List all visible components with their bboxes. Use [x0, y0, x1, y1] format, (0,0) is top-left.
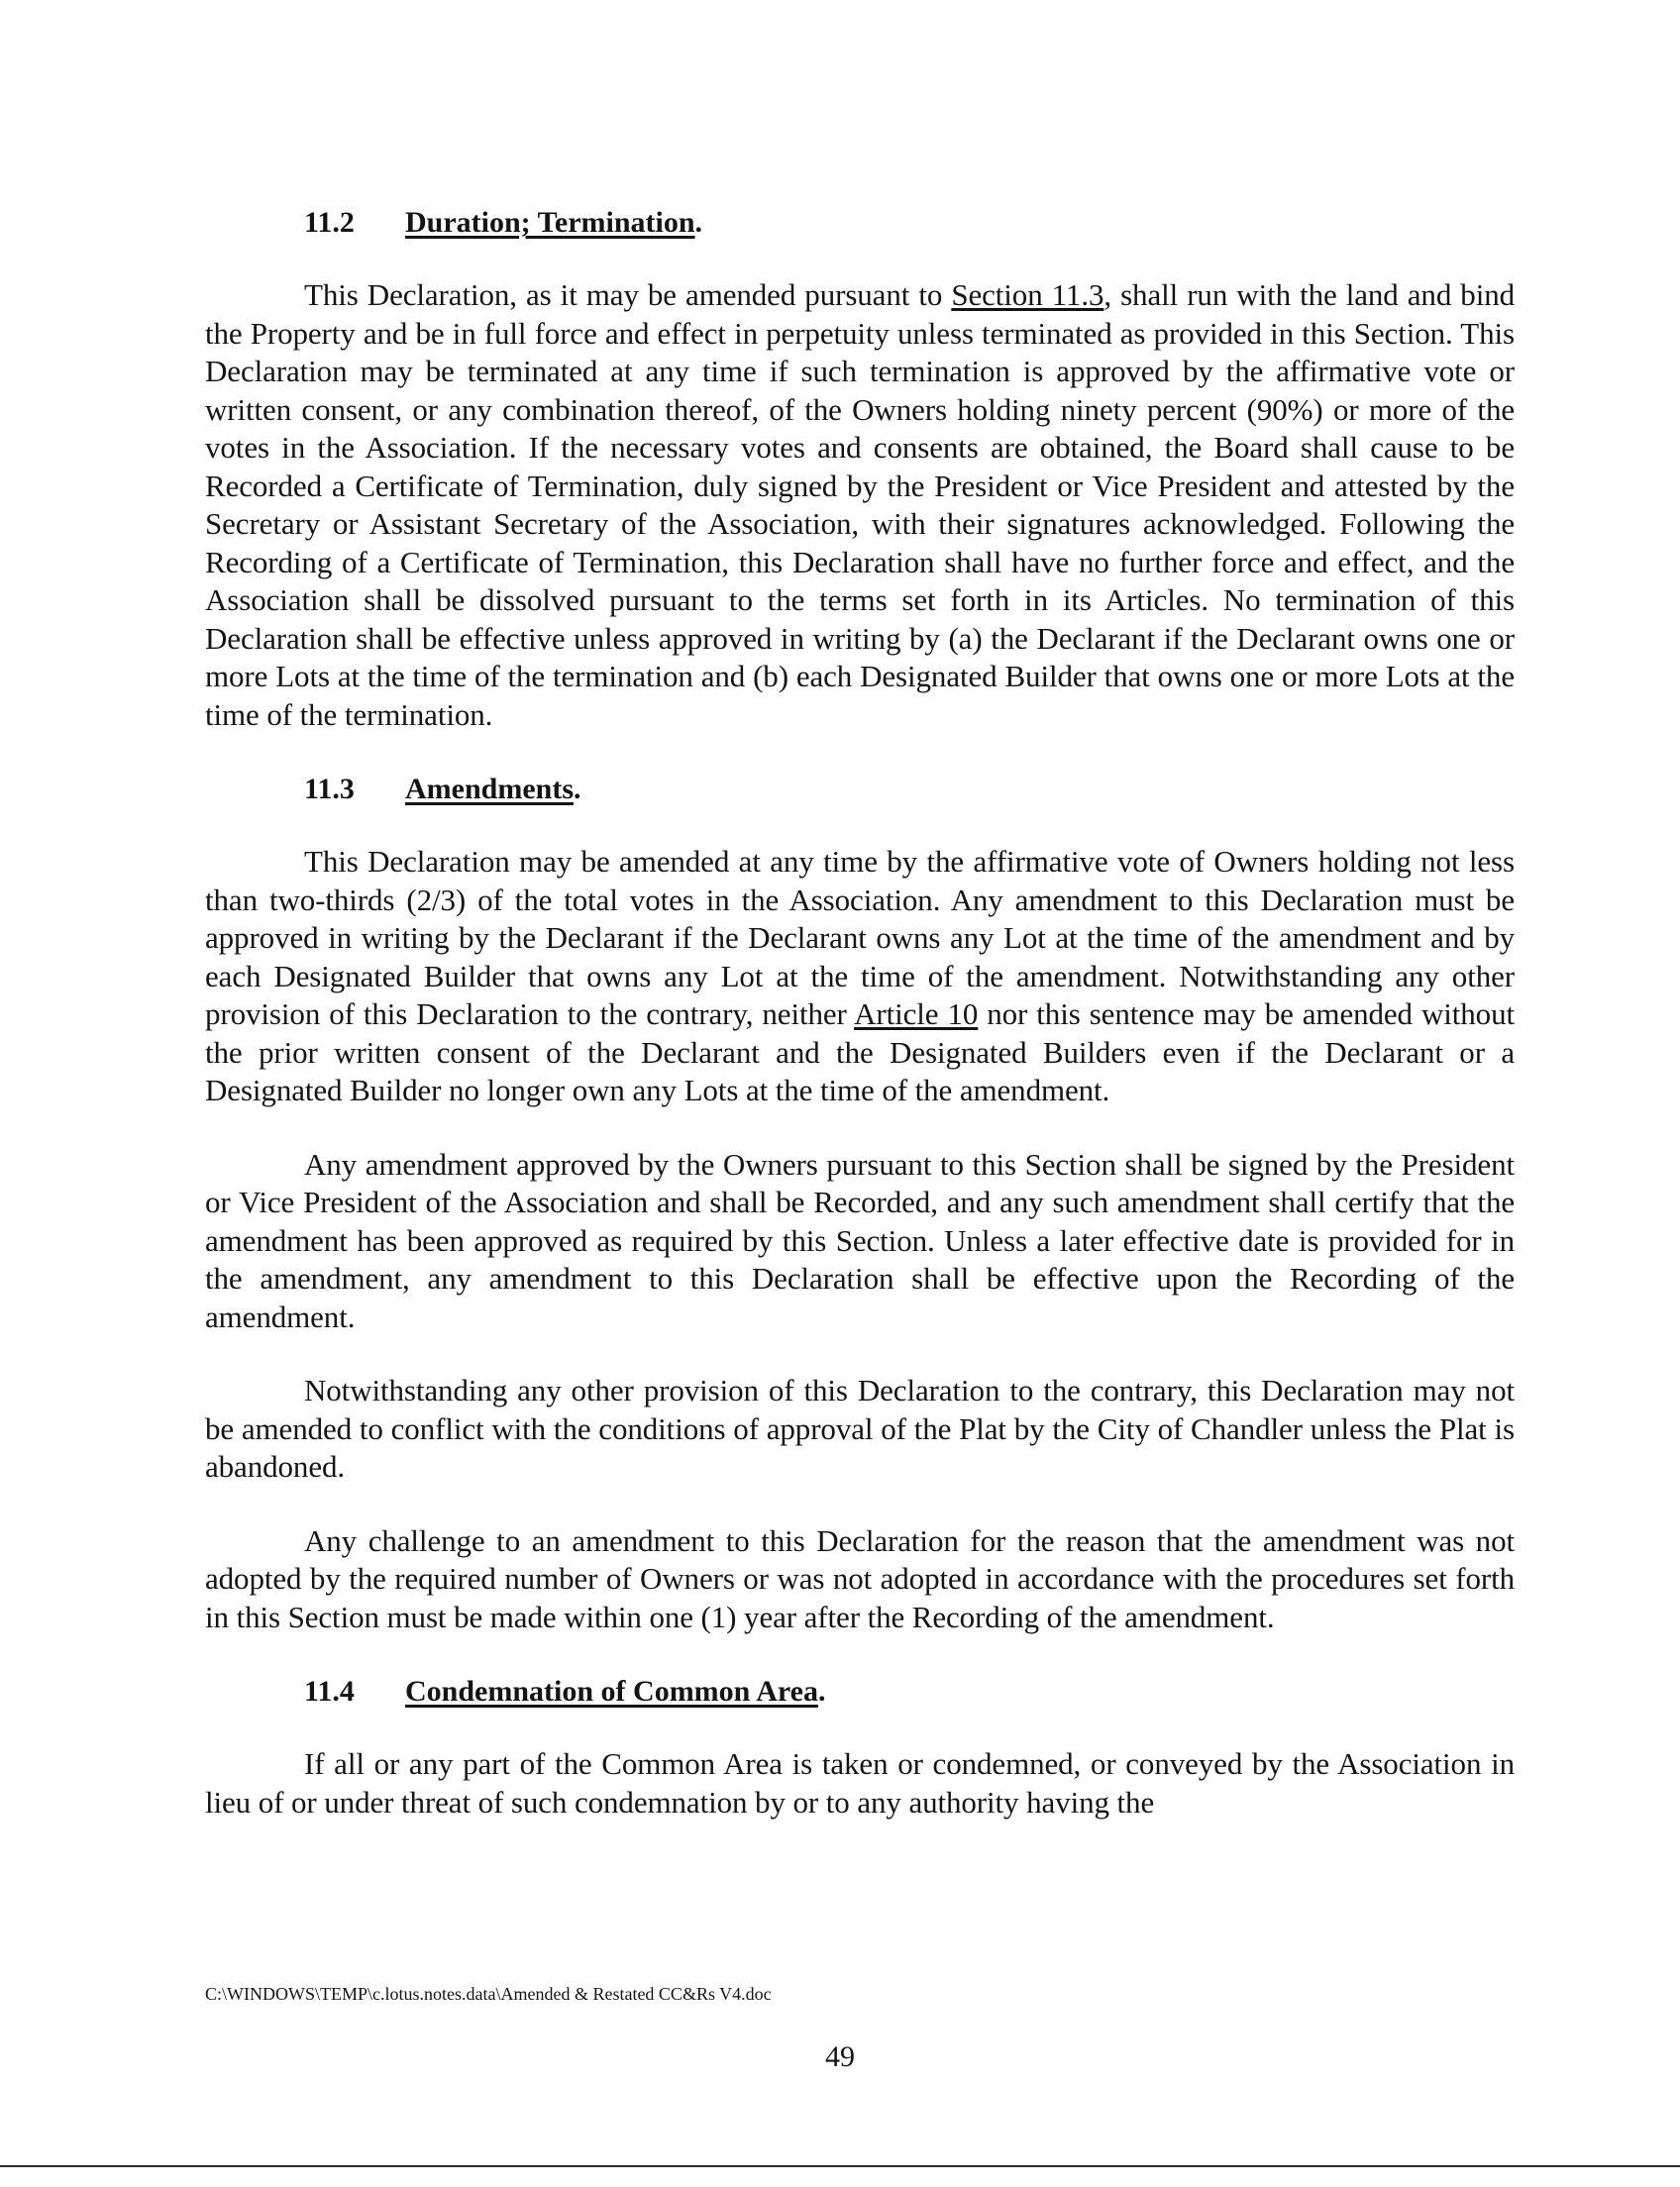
footer-file-path: C:\WINDOWS\TEMP\c.lotus.notes.data\Amended & Restated CC&Rs V4.doc	[205, 1984, 772, 2004]
section-title-punct: .	[694, 206, 703, 239]
section-heading-11-2	[205, 203, 1515, 243]
paragraph	[205, 1745, 1515, 1822]
section-heading-11-4	[205, 1672, 1515, 1712]
section-number: 11.4	[304, 1675, 355, 1708]
section-title: Amendments	[405, 773, 574, 805]
paragraph-text: Any challenge to an amendment to this Declaration for the reason that the amendment was not adopted by the required number of Owners or was not adopted in accordance with the procedures set forth in this Section must be made within one (1) year after the Recording of the amendment.	[205, 1522, 1515, 1634]
paragraph	[205, 843, 1515, 1110]
paragraph-text: Any amendment approved by the Owners pursuant to this Section shall be signed by the President or Vice President of the Association and shall be Recorded, and any such amendment shall certify that the amendment has been approved as required by this Section. Unless a later effective date is provided for in the amendment, any amendment to this Declaration shall be effective upon the Recording of the amendment.	[205, 1146, 1515, 1334]
section-title-punct: .	[574, 773, 581, 805]
footer-divider	[0, 2165, 1680, 2167]
paragraph	[205, 1372, 1515, 1487]
paragraph-text: , shall run with the land and bind the Property and be in full force and effect in perpetuity unless terminated as provided in this Section. This Declaration may be terminated at any time if such termination is approved by the affirmative vote or written consent, or any combination thereof, of the Owners holding ninety percent (90%) or more of the votes in the Association. If the necessary votes and consents are obtained, the Board shall cause to be Recorded a Certificate of Termination, duly signed by the President or Vice President and attested by the Secretary or Assistant Secretary of the Association, with their signatures acknowledged. Following the Recording of a Certificate of Termination, this Declaration shall have no further force and effect, and the Association shall be dissolved pursuant to the terms set forth in its Articles. No termination of this Declaration shall be effective unless approved in writing by (a) the Declarant if the Declarant owns one or more Lots at the time of the termination and (b) each Designated Builder that owns one or more Lots at the time of the termination.	[205, 277, 1516, 732]
paragraph-text: nor this sentence may be amended without the prior written consent of the Declarant and the Designated Builders even if the Declarant or a Designated Builder no longer own any Lots at the time of the amendment.	[205, 996, 1515, 1107]
paragraph-text: Notwithstanding any other provision of this Declaration to the contrary, this Declaration may not be amended to conflict with the conditions of approval of the Plat by the City of Chandler unless the Plat is abandoned.	[205, 1373, 1515, 1484]
section-reference: Section 11.3	[951, 277, 1104, 312]
page-number: 49	[825, 2040, 855, 2073]
section-number: 11.2	[304, 206, 355, 239]
section-title: Duration; Termination	[405, 206, 695, 239]
paragraph	[205, 1522, 1515, 1637]
paragraph-text: This Declaration may be amended at any time by the affirmative vote of Owners holding not less than two-thirds (2/3) of the total votes in the Association. Any amendment to this Declaration must be approved in writing by the Declarant if the Declarant owns any Lot at the time of the amendment and by each Designated Builder that owns any Lot at the time of the amendment. Notwithstanding any other provision of this Declaration to the contrary, neither	[205, 844, 1515, 1031]
page-content	[205, 203, 1515, 1857]
paragraph-text: This Declaration, as it may be amended pursuant to	[304, 277, 952, 312]
section-title-punct: .	[817, 1675, 826, 1708]
article-reference: Article 10	[854, 996, 979, 1031]
section-number: 11.3	[304, 773, 355, 805]
paragraph	[205, 276, 1515, 734]
section-heading-11-3	[205, 770, 1515, 809]
paragraph	[205, 1146, 1515, 1337]
paragraph-text: If all or any part of the Common Area is taken or condemned, or conveyed by the Association in lieu of or under threat of such condemnation by or to any authority having the	[205, 1746, 1515, 1820]
section-title: Condemnation of Common Area	[405, 1675, 818, 1708]
